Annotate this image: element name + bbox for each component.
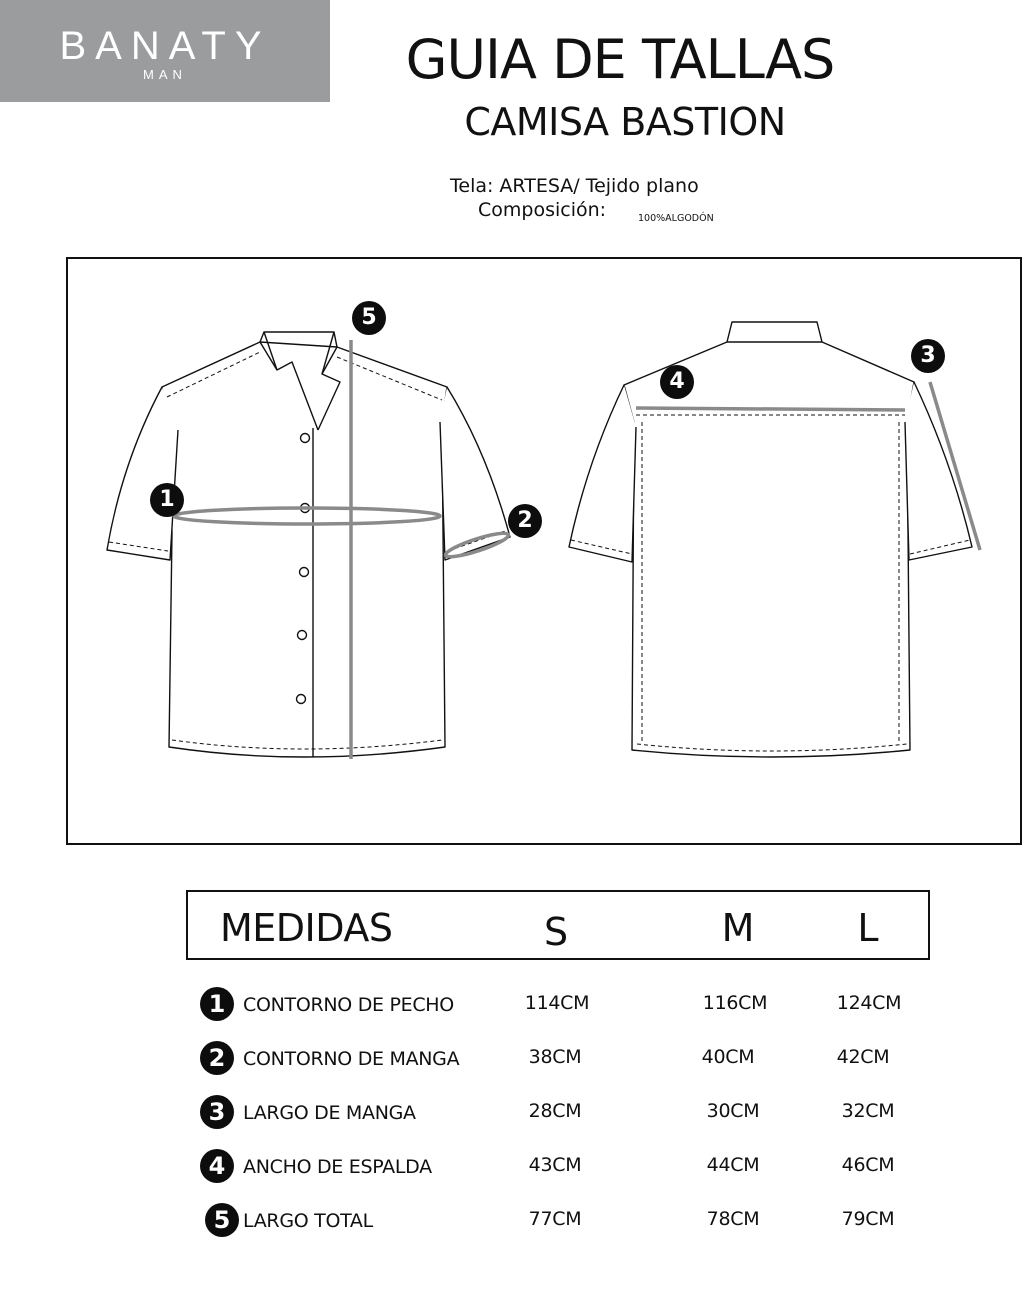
composition-label: Composición:: [478, 199, 607, 221]
table-row: [0, 1201, 1024, 1241]
value-m: 40CM: [701, 1046, 755, 1068]
value-m: 30CM: [706, 1100, 760, 1122]
value-m: 78CM: [706, 1208, 760, 1230]
fabric-type: Tela: ARTESA/ Tejido plano: [450, 175, 699, 197]
back-shirt-outline: [569, 322, 972, 757]
row-number-badge: 1: [200, 987, 234, 1021]
front-shirt-outline: [107, 332, 510, 757]
measurements-heading: MEDIDAS: [220, 906, 393, 950]
value-l: 79CM: [841, 1208, 895, 1230]
back-width-measure-line: [636, 408, 905, 410]
value-s: 77CM: [528, 1208, 582, 1230]
row-number-badge: 5: [205, 1203, 239, 1237]
size-s-heading: S: [543, 910, 569, 954]
brand-name: BANATY: [59, 24, 271, 68]
value-s: 38CM: [528, 1046, 582, 1068]
brand-logo: [0, 0, 330, 102]
row-number-badge: 2: [200, 1041, 234, 1075]
value-l: 42CM: [836, 1046, 890, 1068]
composition-value: 100%ALGODÓN: [638, 213, 714, 224]
table-row: [0, 985, 1024, 1025]
measure-name: ANCHO DE ESPALDA: [243, 1156, 432, 1178]
table-row: [0, 1147, 1024, 1187]
value-m: 44CM: [706, 1154, 760, 1176]
marker-1: 1: [150, 483, 184, 517]
value-s: 114CM: [524, 992, 590, 1014]
table-row: [0, 1093, 1024, 1133]
table-row: [0, 1039, 1024, 1079]
brand-subline: MAN: [143, 67, 187, 82]
fabric-info: [450, 174, 714, 224]
row-number-badge: 3: [200, 1095, 234, 1129]
marker-5: 5: [352, 301, 386, 335]
value-s: 43CM: [528, 1154, 582, 1176]
shirt-diagram: [66, 257, 1022, 845]
measure-name: CONTORNO DE MANGA: [243, 1048, 460, 1070]
measure-name: LARGO DE MANGA: [243, 1102, 416, 1124]
value-m: 116CM: [702, 992, 768, 1014]
value-l: 32CM: [841, 1100, 895, 1122]
shirt-drawing: [68, 259, 1024, 847]
measure-name: CONTORNO DE PECHO: [243, 994, 454, 1016]
value-l: 124CM: [836, 992, 902, 1014]
size-l-heading: L: [857, 906, 879, 950]
page-title: GUIA DE TALLAS: [405, 28, 835, 91]
size-table-header: [186, 890, 930, 960]
marker-2: 2: [508, 504, 542, 538]
product-name: CAMISA BASTION: [464, 100, 786, 144]
row-number-badge: 4: [200, 1149, 234, 1183]
measure-name: LARGO TOTAL: [243, 1210, 373, 1232]
marker-3: 3: [911, 339, 945, 373]
value-s: 28CM: [528, 1100, 582, 1122]
marker-4: 4: [660, 365, 694, 399]
size-m-heading: M: [721, 906, 755, 950]
value-l: 46CM: [841, 1154, 895, 1176]
